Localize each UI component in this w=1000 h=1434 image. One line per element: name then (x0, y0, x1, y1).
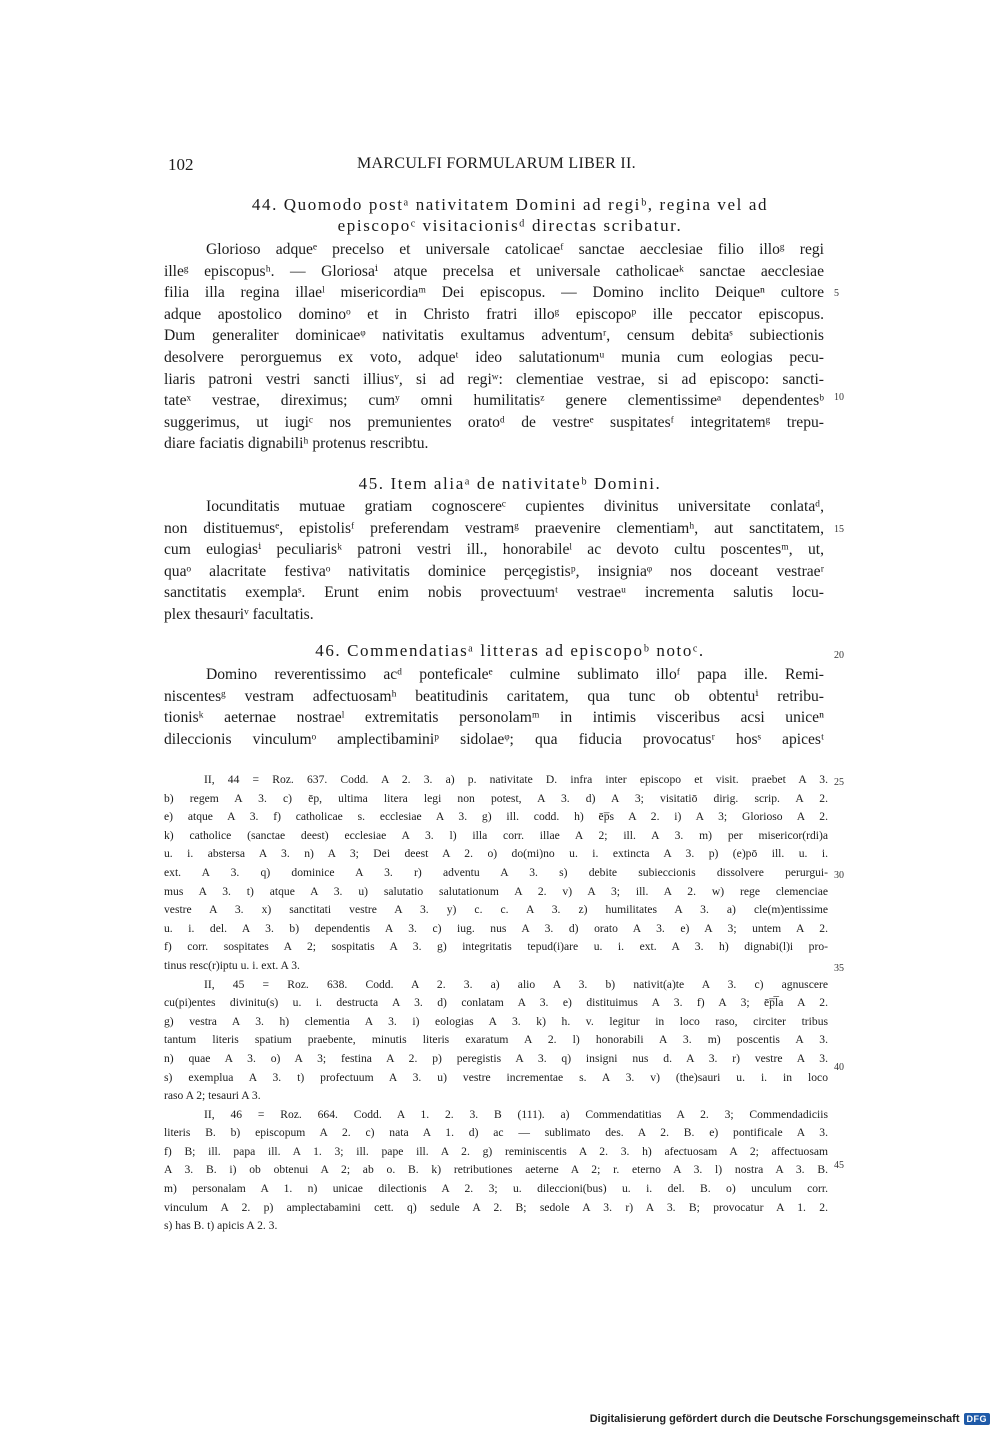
line-marker: 30 (834, 870, 844, 881)
page-number: 102 (168, 155, 194, 174)
text-line: niscentesᵍ vestram adfectuosamʰ beatitudinis caritatem, qua tunc ob obtentuⁱ retribu- (164, 687, 824, 705)
heading-line: episcopoᶜ visitacionisᵈ directas scribatur. (337, 216, 683, 235)
footnote-line: vestre A 3. x) sanctitati vestre A 3. y) c. c. A 3. z) humilitates A 3. a) cle(m)entissime (164, 903, 828, 917)
credit-text: Digitalisierung gefördert durch die Deutsche Forschungsgemeinschaft (589, 1413, 960, 1425)
section-46-text (164, 664, 824, 750)
footnote-line: m) personalam A 1. n) unicae dilectionis A 2. 3; u. dileccioni(bus) u. i. del. B. o) unculum corr. (164, 1182, 828, 1196)
footnote-line: g) vestra A 3. h) clementia A 3. i) eologias A 3. k) h. v. legitur in loco raso, circiter tribus (164, 1014, 828, 1028)
dfg-logo-icon: DFG (964, 1413, 991, 1425)
footnote-line: n) quae A 3. o) A 3; festina A 2. p) peregistis A 3. q) insigni nus d. A 3. r) vestre A 3. (164, 1051, 828, 1065)
footnote-line: u. i. abstersa A 3. n) A 3; Dei deest A 2. o) do(mi)no u. i. extincta A 3. p) (e)pō ill. u. i. (164, 847, 828, 861)
line-marker: 45 (834, 1160, 844, 1171)
footnote-line: ext. A 3. q) dominice A 3. r) adventu A 3. s) debite subieccionis dissolvere perurgui- (164, 865, 828, 879)
line-marker: 25 (834, 777, 844, 788)
footnote-line: A 3. B. i) ob obtenui A 2; ab o. B. k) retributiones aeterne A 2; r. eterno A 3. l) nostra A 3. B. (164, 1163, 828, 1177)
text-line: quaᵒ alacritate festivaᵒ nativitatis dominice perc̨egistisᵖ, insigniaᵠ nos doceant vestraeʳ (164, 562, 824, 580)
section-45-heading (200, 473, 820, 494)
section-45-text (164, 496, 824, 626)
heading-line: 46. Commendatiasᵃ litteras ad episcopoᵇ notoᶜ. (315, 641, 705, 660)
line-marker: 35 (834, 963, 844, 974)
footnote-line: literis B. b) episcopum A 2. c) nata A 1. d) ac — sublimato des. A 2. B. e) pontificale A 3. (164, 1126, 828, 1140)
running-title: MARCULFI FORMULARUM LIBER II. (357, 155, 636, 172)
footnote-line: II, 44 = Roz. 637. Codd. A 2. 3. a) p. nativitate D. infra inter episcopo et visit. praebet A 3. (204, 773, 828, 786)
footnote-line: e) atque A 3. f) catholicae s. ecclesiae A 3. g) ill. codd. h) ēp̅s A 2. i) A 3; Glorioso A 2. (164, 810, 828, 824)
text-line: Iocunditatis mutuae gratiam cognoscereᶜ cupientes divinitus universitate conlataᵈ, (206, 498, 824, 515)
line-marker: 40 (834, 1062, 844, 1073)
footnote-line: cu(pi)entes divinitu(s) u. i. destructa A 3. d) conlatam A 3. e) distituimus A 3. f) A 3; ēp̅l̅a A 2. (164, 996, 828, 1010)
line-marker: 20 (834, 650, 844, 661)
footnote-line: raso A 2; tesauri A 3. (164, 1089, 261, 1103)
section-46-heading (200, 640, 820, 661)
footnote-line: II, 46 = Roz. 664. Codd. A 1. 2. 3. B (111). a) Commendatitias A 2. 3; Commendadiciis (204, 1107, 828, 1121)
footnote-line: f) B; ill. papa ill. A 1. 3; ill. pape ill. A 2. g) reminiscentis A 2. 3. h) afectuosam A 2; affectuosam (164, 1144, 828, 1158)
text-line: plex thesauriᵛ facultatis. (164, 605, 314, 623)
text-line: adque apostolico dominoᵒ et in Christo fratri illoᵍ episcopoᵖ ille peccator episcopus. (164, 305, 824, 323)
text-line: tionisᵏ aeternae nostraeˡ extremitatis personolamᵐ in intimis visceribus acsi uniceⁿ (164, 709, 824, 727)
text-line: Dum generaliter dominicaeᵠ nativitatis exultamus adventumʳ, censum debitaˢ subiectionis (164, 327, 824, 345)
text-line: suggerimus, ut iugiᶜ nos premunientes oratoᵈ de vestreᵉ suspitatesᶠ integritatemᵍ trepu- (164, 413, 824, 431)
section-44-heading (200, 194, 820, 236)
footnotes (164, 771, 828, 1236)
heading-line: 45. Item aliaᵃ de nativitateᵇ Domini. (358, 474, 662, 493)
section-44-text (164, 239, 824, 455)
footnote-line: tinus resc(r)iptu u. i. ext. A 3. (164, 958, 300, 972)
text-line: cum eulogiasⁱ peculiarisᵏ patroni vestri ill., honorabileˡ ac devoto cultu poscentesᵐ, ut, (164, 541, 824, 559)
line-marker: 10 (834, 392, 844, 403)
footnote-line: s) has B. t) apicis A 2. 3. (164, 1219, 278, 1233)
text-line: Domino reverentissimo acᵈ ponteficaleᵉ culmine sublimato illoᶠ papa ille. Remi- (206, 666, 824, 683)
text-line: liaris patroni vestri sancti illiusᵛ, si ad regiʷ: clementiae vestrae, si ad episcopo: sancti- (164, 370, 824, 388)
footnote-line: tantum literis spatium praebente, minutis literis exaratum A 2. l) honorabili A 3. m) poscentis A 3. (164, 1033, 828, 1047)
text-line: Glorioso adqueᵉ precelso et universale catolicaeᶠ sanctae aecclesiae filio illoᵍ regi (206, 241, 824, 258)
text-line: dileccionis vinculumᵒ amplectibaminiᵖ sidolaeᵠ; qua fiducia provocatusʳ hosˢ apicesᵗ (164, 730, 824, 748)
line-marker: 5 (834, 288, 839, 299)
footnote-line: s) exemplua A 3. t) profectuum A 3. u) vestre incrementae s. A 3. v) (the)sauri u. i. in loco (164, 1070, 828, 1084)
text-line: illeᵍ episcopusʰ. — Gloriosaⁱ atque precelsa et universale catholicaeᵏ sanctae aecclesiae (164, 262, 824, 280)
footnote-line: mus A 3. t) atque A 3. u) salutatio salutationum A 2. v) A 3; ill. A 2. w) rege clemenciae (164, 884, 828, 898)
text-line: filia illa regina illaeˡ misericordiaᵐ Dei episcopus. — Domino inclito Deiqueⁿ cultore (164, 284, 824, 302)
footnote-line: II, 45 = Roz. 638. Codd. A 2. 3. a) alio A 3. b) nativit(a)te A 3. c) agnuscere (204, 977, 828, 991)
text-line: desolvere perorguemus ex voto, adqueᵗ ideo salutationumᵘ munia cum eologias pecu- (164, 348, 824, 366)
footnote-line: k) catholice (sanctae deest) ecclesiae A 3. l) illa corr. illae A 2; ill. A 3. m) per misericor(rdi)a (164, 828, 828, 842)
heading-line: 44. Quomodo postᵃ nativitatem Domini ad regiᵇ, regina vel ad (251, 195, 769, 214)
footnote-line: u. i. del. A 3. b) dependentis A 3. c) iug. nus A 3. d) orato A 3. e) A 3; untem A 2. (164, 921, 828, 935)
line-marker: 15 (834, 524, 844, 535)
footnote-line: vinculum A 2. p) amplectabamini cett. q) sedule A 2. B; sedole A 3. r) A 3. B; provocatur A 1. 2. (164, 1200, 828, 1214)
text-line: tateˣ vestrae, direximus; cumʸ omni humilitatisᶻ genere clementissimeᵃ dependentesᵇ (164, 392, 824, 410)
footnote-line: b) regem A 3. c) ēp, ultima litera legi non potest, A 3. d) A 3; visitatiō dirig. scrip. A 2. (164, 791, 828, 805)
text-line: sanctitatis exemplaˢ. Erunt enim nobis provectuumᵗ vestraeᵘ incrementa salutis locu- (164, 584, 824, 602)
footnote-line: f) corr. sospitates A 2; sospitatis A 3. g) integritatis tepud(i)are u. i. ext. A 3. h) dignabi(l)i pro- (164, 940, 828, 954)
text-line: non distituemusᵉ, epistolisᶠ preferendam vestramᵍ praevenire clementiamʰ, aut sanctitatem, (164, 519, 824, 537)
text-line: diare faciatis dignabiliʰ protenus rescribtu. (164, 435, 429, 453)
digitization-credit (590, 1413, 990, 1425)
